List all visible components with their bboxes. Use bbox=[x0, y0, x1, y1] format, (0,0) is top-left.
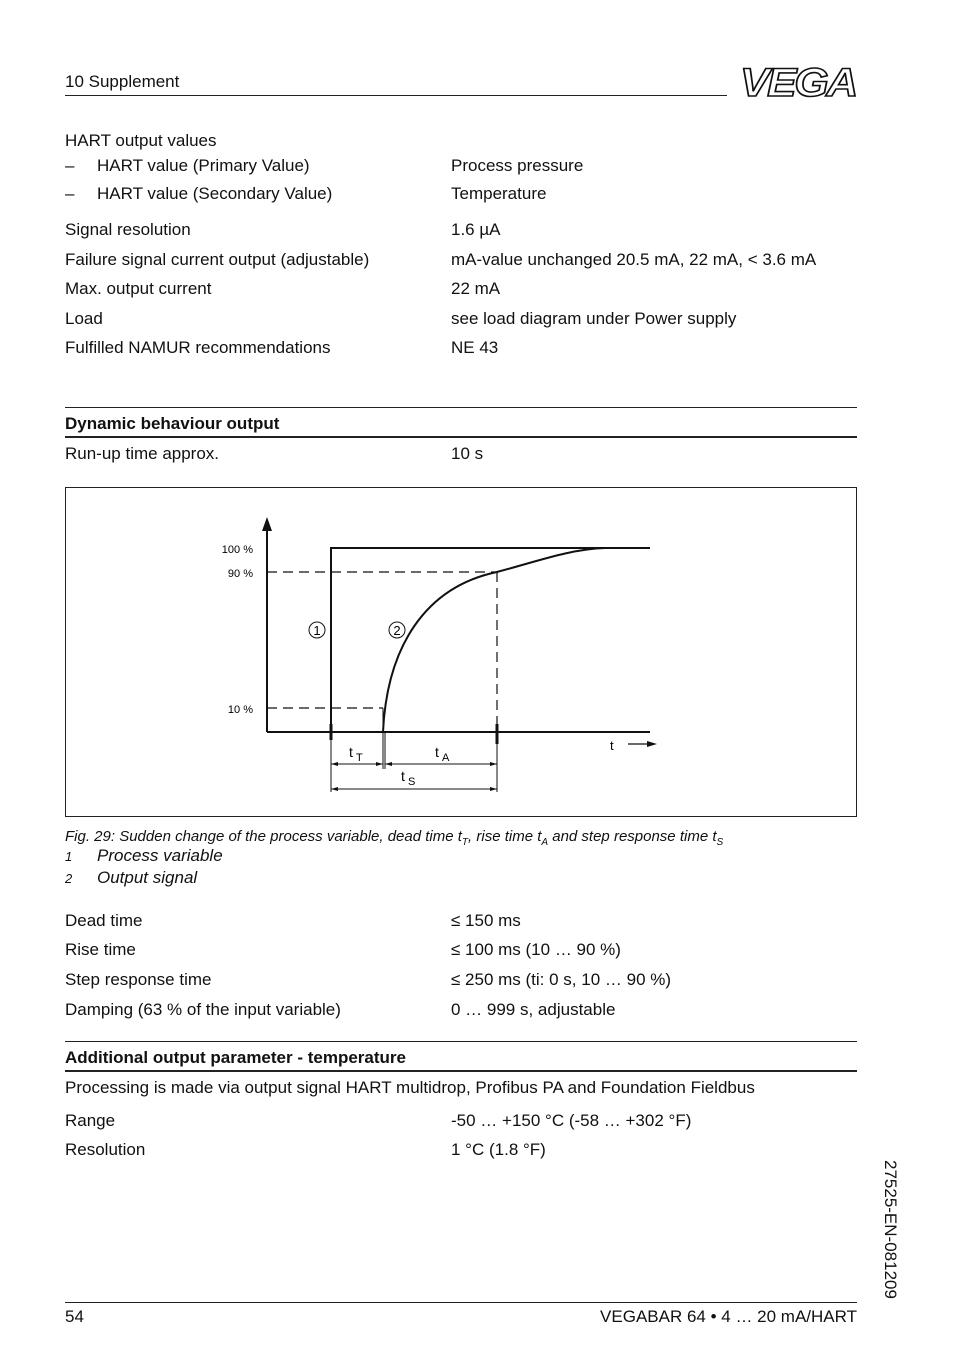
document-code-text: 27525-EN-081209 bbox=[881, 1160, 900, 1299]
figure-caption: Fig. 29: Sudden change of the process variable, dead time $t_T$, rise time $t_A$ and step response time $t_S$ bbox=[65, 828, 724, 848]
label-100: 100 % bbox=[221, 544, 253, 556]
spec-label: Step response time bbox=[65, 970, 212, 989]
t-arrow-head bbox=[647, 741, 657, 747]
section-rule-bottom bbox=[65, 1070, 857, 1072]
spec-label: Rise time bbox=[65, 940, 136, 959]
tS-label: t bbox=[401, 768, 405, 784]
spec-value: 1.6 µA bbox=[451, 220, 501, 239]
legend-label-2: Output signal bbox=[97, 868, 198, 887]
hart-secondary-label: HART value (Secondary Value) bbox=[97, 184, 333, 203]
tS-sub: S bbox=[408, 776, 416, 788]
range-label: Range bbox=[65, 1111, 116, 1130]
temperature-heading: Additional output parameter - temperature bbox=[65, 1048, 406, 1067]
output-signal-curve bbox=[383, 548, 605, 732]
spec-value: ≤ 100 ms (10 … 90 %) bbox=[451, 940, 621, 959]
header-rule bbox=[65, 95, 727, 96]
resolution-value: 1 °C (1.8 °F) bbox=[451, 1140, 546, 1159]
marker-2: 2 bbox=[393, 623, 401, 638]
section-header: 10 Supplement bbox=[65, 72, 180, 91]
spec-label: Load bbox=[65, 309, 103, 328]
spec-value: 22 mA bbox=[451, 279, 501, 298]
t-axis-label: t bbox=[610, 738, 614, 753]
spec-label: Signal resolution bbox=[65, 220, 191, 239]
hart-primary-value: Process pressure bbox=[451, 156, 584, 175]
label-90: 90 % bbox=[227, 568, 253, 580]
tA-label: t bbox=[435, 744, 439, 760]
tT-label: t bbox=[349, 744, 353, 760]
hart-dash-2: – bbox=[65, 184, 75, 203]
spec-value: ≤ 150 ms bbox=[451, 911, 521, 930]
logo-text: VEGA bbox=[740, 64, 856, 100]
dynamic-heading: Dynamic behaviour output bbox=[65, 414, 280, 433]
spec-value: NE 43 bbox=[451, 338, 499, 357]
range-value: -50 … +150 °C (-58 … +302 °F) bbox=[451, 1111, 692, 1130]
hart-secondary-value: Temperature bbox=[451, 184, 547, 203]
spec-value: mA-value unchanged 20.5 mA, 22 mA, < 3.6 mA bbox=[451, 250, 817, 269]
hart-title: HART output values bbox=[65, 131, 217, 150]
hart-dash-1: – bbox=[65, 156, 75, 175]
product-name: VEGABAR 64 • 4 … 20 mA/HART bbox=[600, 1307, 857, 1326]
section-rule-bottom bbox=[65, 436, 857, 438]
legend-num-2: 2 bbox=[65, 871, 73, 886]
spec-label: Dead time bbox=[65, 911, 143, 930]
vega-logo bbox=[740, 64, 858, 100]
label-10: 10 % bbox=[227, 704, 253, 716]
tA-sub: A bbox=[442, 752, 450, 764]
step-response-diagram bbox=[65, 487, 857, 817]
spec-label: Fulfilled NAMUR recommendations bbox=[65, 338, 331, 357]
document-code bbox=[878, 1160, 902, 1310]
footer-rule bbox=[65, 1302, 857, 1303]
section-rule-top bbox=[65, 1041, 857, 1042]
marker-1: 1 bbox=[313, 623, 321, 638]
spec-label: Max. output current bbox=[65, 279, 212, 298]
runup-value: 10 s bbox=[451, 444, 484, 463]
section-rule-top bbox=[65, 407, 857, 408]
y-axis-arrow bbox=[262, 517, 272, 531]
process-variable-line bbox=[267, 548, 650, 732]
resolution-label: Resolution bbox=[65, 1140, 146, 1159]
legend-num-1: 1 bbox=[65, 849, 73, 864]
hart-primary-label: HART value (Primary Value) bbox=[97, 156, 310, 175]
spec-value: see load diagram under Power supply bbox=[451, 309, 737, 328]
spec-label: Failure signal current output (adjustable) bbox=[65, 250, 370, 269]
legend-label-1: Process variable bbox=[97, 846, 223, 865]
tT-sub: T bbox=[356, 752, 363, 764]
spec-value: 0 … 999 s, adjustable bbox=[451, 1000, 616, 1019]
temperature-note: Processing is made via output signal HART multidrop, Profibus PA and Foundation Fieldbus bbox=[65, 1078, 755, 1097]
spec-label: Damping (63 % of the input variable) bbox=[65, 1000, 341, 1019]
page-number: 54 bbox=[65, 1307, 84, 1326]
spec-value: ≤ 250 ms (ti: 0 s, 10 … 90 %) bbox=[451, 970, 672, 989]
runup-label: Run-up time approx. bbox=[65, 444, 220, 463]
